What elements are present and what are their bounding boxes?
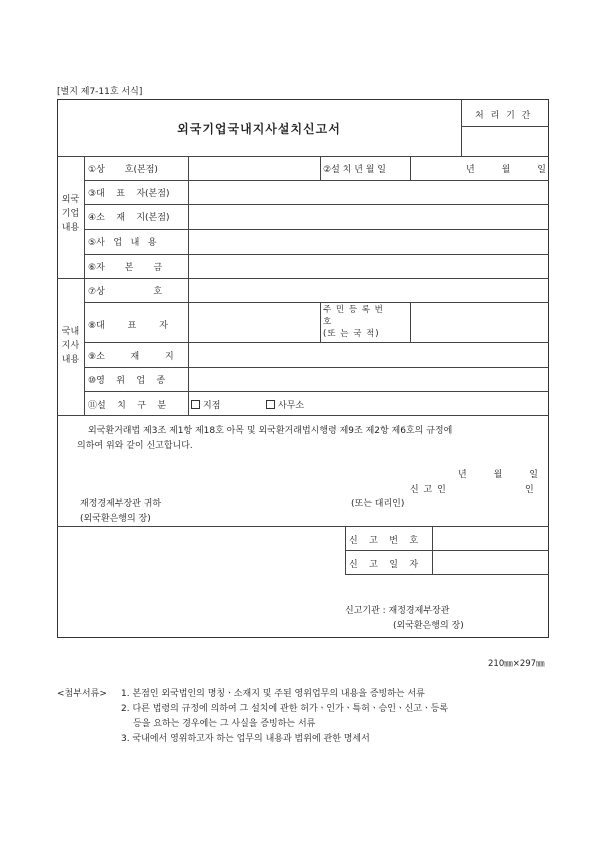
item-number: ⑦ xyxy=(88,287,97,297)
day-label: 일 xyxy=(537,165,546,175)
item-number: ⑪ xyxy=(88,401,98,411)
report-date-field[interactable] xyxy=(433,551,548,573)
seal-mark: 인 xyxy=(525,485,534,495)
branch-location-label xyxy=(88,349,174,362)
foreign-location-field[interactable] xyxy=(189,205,548,228)
branch-location-field[interactable] xyxy=(189,343,548,366)
branch-trade-name-field[interactable] xyxy=(189,279,548,301)
item-label: 소 재 지(본점) xyxy=(96,213,170,223)
item-label: 자 본 금 xyxy=(96,263,163,273)
year-label: 년 xyxy=(466,165,475,175)
foreign-business-field[interactable] xyxy=(189,230,548,253)
declaration-text-line2: 의하여 위와 같이 신고합니다. xyxy=(77,441,193,451)
form-title: 외국기업국내지사설치신고서 xyxy=(177,121,341,136)
item-number: ⑩ xyxy=(88,376,97,386)
side-label-line: 지사 xyxy=(61,341,80,351)
item-label: 설 치 구 분 xyxy=(97,401,167,411)
foreign-location-label xyxy=(88,210,169,223)
label-line: (또 는 국 적) xyxy=(323,329,380,339)
foreign-representative-label xyxy=(88,186,169,199)
processing-period-field[interactable] xyxy=(462,127,548,156)
item-number: ⑤ xyxy=(88,238,97,248)
foreign-business-label xyxy=(88,235,157,248)
foreign-capital-field[interactable] xyxy=(189,255,548,277)
side-label-line: 외국 xyxy=(61,195,80,205)
label-line: 호 xyxy=(323,317,333,327)
option-branch[interactable] xyxy=(191,398,220,411)
item-number: ⑨ xyxy=(88,352,97,362)
divider xyxy=(410,156,411,180)
side-label-line: 내용 xyxy=(61,223,80,233)
item-label: 상 호 xyxy=(96,287,163,297)
foreign-capital-label xyxy=(88,260,162,273)
install-type-label xyxy=(88,398,166,411)
day-label: 일 xyxy=(529,470,538,480)
report-number-field[interactable] xyxy=(433,527,548,549)
foreign-representative-field[interactable] xyxy=(189,181,548,203)
branch-representative-label xyxy=(88,318,168,331)
reporting-authority-sub: (외국환은행의 장) xyxy=(393,621,464,631)
item-label: 상 호(본점) xyxy=(96,165,158,175)
option-office[interactable] xyxy=(266,398,304,411)
item-label: 사 업 내 용 xyxy=(96,238,157,248)
divider xyxy=(57,415,549,416)
paper-size-label: 210㎜×297㎜ xyxy=(488,659,545,669)
branch-representative-field[interactable] xyxy=(189,303,319,341)
branch-business-field[interactable] xyxy=(189,368,548,390)
month-label: 월 xyxy=(493,470,503,480)
declaration-date[interactable] xyxy=(458,467,538,480)
foreign-trade-name-field[interactable] xyxy=(189,157,319,179)
declaration-text-line1: 외국환거래법 제3조 제1항 제18호 아목 및 외국환거래법시행령 제9조 제2항 제6호의 규정에 xyxy=(88,426,453,436)
report-number-label: 신 고 번 호 xyxy=(349,536,419,546)
foreign-company-section-label xyxy=(57,193,84,235)
declarant-label: 신 고 인 xyxy=(410,485,447,495)
divider xyxy=(320,302,321,342)
option-label: 지점 xyxy=(203,401,221,411)
attachment-item-continued: 등을 요하는 경우에는 그 사실을 증빙하는 서류 xyxy=(133,719,316,729)
checkbox-icon[interactable] xyxy=(266,400,275,409)
item-label: 대 표 자 xyxy=(96,321,168,331)
item-label: 대 표 자(본점) xyxy=(96,189,170,199)
recipient-label: 재정경제부장관 귀하 xyxy=(80,499,162,509)
form-number-label: [별지 제7-11호 서식] xyxy=(57,87,143,97)
report-date-label: 신 고 일 자 xyxy=(349,560,419,570)
side-label-line: 기업 xyxy=(61,209,80,219)
branch-business-label xyxy=(88,373,165,386)
year-label: 년 xyxy=(458,470,467,480)
divider xyxy=(84,156,85,415)
reporting-authority: 신고기관 : 재정경제부장관 xyxy=(345,606,450,616)
attachment-item: 2. 다른 법령의 규정에 의하여 그 설치에 관한 허가ㆍ인가ㆍ특허ㆍ승인ㆍ신고ㆍ등록 xyxy=(121,704,449,714)
agent-label: (또는 대리인) xyxy=(351,499,405,509)
established-date-field[interactable] xyxy=(466,162,546,175)
side-label-line: 내용 xyxy=(61,355,80,365)
checkbox-icon[interactable] xyxy=(191,400,200,409)
divider xyxy=(345,574,549,575)
foreign-trade-name-label xyxy=(88,162,158,175)
attachments-heading: <첨부서류> xyxy=(57,689,107,699)
domestic-branch-section-label xyxy=(57,325,84,367)
resident-number-field[interactable] xyxy=(411,303,548,341)
side-label-line: 국내 xyxy=(61,327,80,337)
attachment-item: 1. 본점인 외국법인의 명칭ㆍ소재지 및 주된 영위업무의 내용을 증빙하는 서류 xyxy=(121,689,425,699)
item-number: ② xyxy=(323,165,332,175)
branch-trade-name-label xyxy=(88,284,162,297)
recipient-sub-label: (외국환은행의 장) xyxy=(80,514,151,524)
item-number: ⑥ xyxy=(88,263,97,273)
month-label: 월 xyxy=(501,165,511,175)
item-number: ⑧ xyxy=(88,321,97,331)
item-number: ④ xyxy=(88,213,97,223)
item-label: 소 재 지 xyxy=(96,352,174,362)
processing-period-label: 처 리 기 간 xyxy=(475,111,533,121)
divider xyxy=(320,156,321,180)
item-label: 영 위 업 종 xyxy=(96,376,166,386)
label-line: 주 민 등 록 번 xyxy=(323,305,384,315)
attachment-item: 3. 국내에서 영위하고자 하는 업무의 내용과 범위에 관한 명세서 xyxy=(121,734,370,744)
item-number: ① xyxy=(88,165,97,175)
established-date-label xyxy=(323,162,386,175)
resident-number-label xyxy=(323,304,409,341)
divider xyxy=(84,391,549,392)
item-number: ③ xyxy=(88,189,97,199)
item-label: 설 치 년 월 일 xyxy=(331,165,386,175)
option-label: 사무소 xyxy=(278,401,305,411)
